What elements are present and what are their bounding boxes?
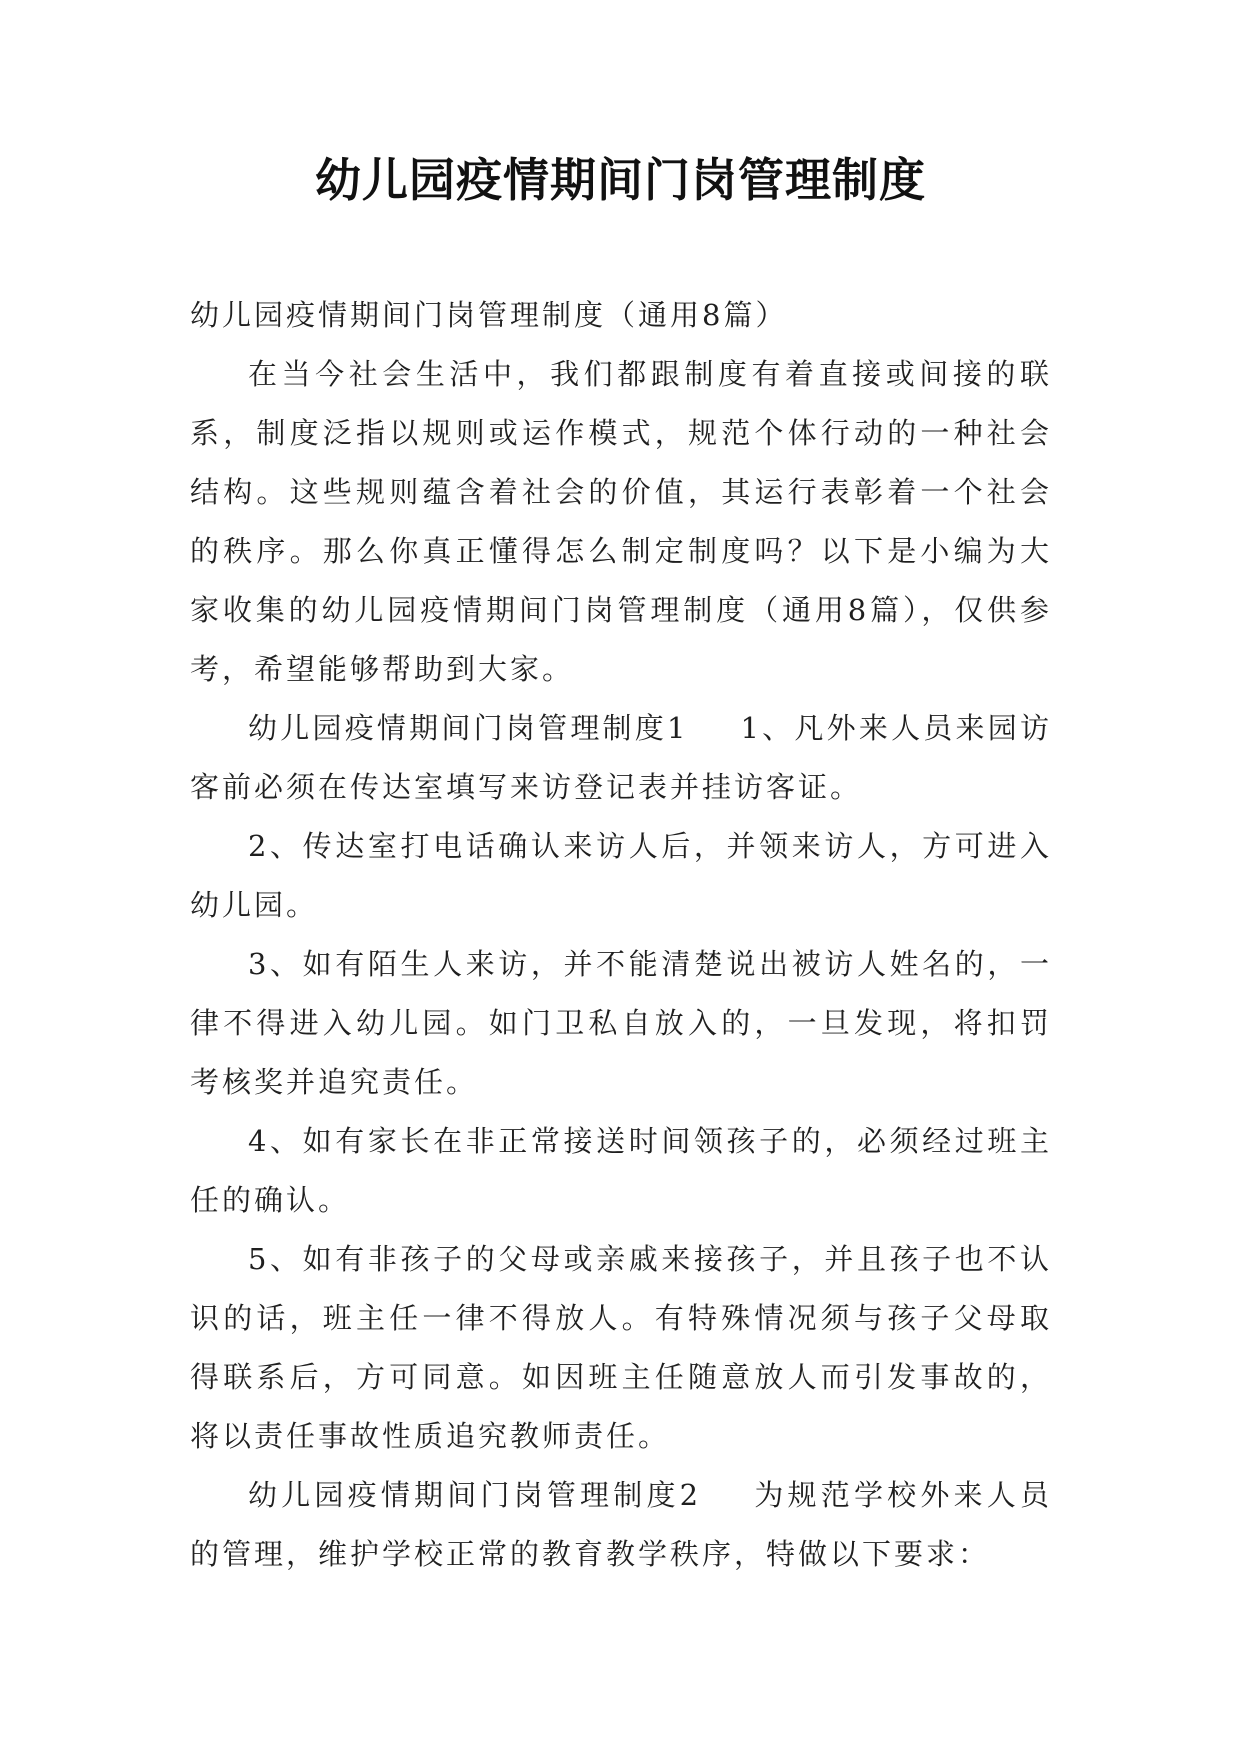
section1-heading: 幼儿园疫情期间门岗管理制度1: [248, 711, 689, 745]
section1-item5: 5、如有非孩子的父母或亲戚来接孩子，并且孩子也不认识的话，班主任一律不得放人。有特殊情况须与孩子父母取得联系后，方可同意。如因班主任随意放人而引发事故的，将以责任事故性质追究教师责任。: [190, 1242, 1052, 1453]
section1-item1: 1、凡外来人员来园访客前必须在传达室填写来访登记表并挂访客证。: [190, 711, 1053, 804]
document-body: [190, 286, 1052, 1584]
document-subtitle: 幼儿园疫情期间门岗管理制度（通用8篇）: [190, 298, 788, 332]
section1-paragraph: [190, 699, 1052, 817]
document-title: 幼儿园疫情期间门岗管理制度: [315, 153, 926, 207]
section2-paragraph: [190, 1466, 1052, 1584]
section2-text: 为规范学校外来人员的管理，维护学校正常的教育教学秩序，特做以下要求：: [190, 1478, 1052, 1571]
section1-item4: 4、如有家长在非正常接送时间领孩子的，必须经过班主任的确认。: [190, 1124, 1052, 1217]
section1-item2: 2、传达室打电话确认来访人后，并领来访人，方可进入幼儿园。: [190, 829, 1052, 922]
section1-item3: 3、如有陌生人来访，并不能清楚说出被访人姓名的，一律不得进入幼儿园。如门卫私自放入的，一旦发现，将扣罚考核奖并追究责任。: [190, 947, 1052, 1099]
intro-paragraph: 在当今社会生活中，我们都跟制度有着直接或间接的联系，制度泛指以规则或运作模式，规范个体行动的一种社会结构。这些规则蕴含着社会的价值，其运行表彰着一个社会的秩序。那么你真正懂得怎么制定制度吗？以下是小编为大家收集的幼儿园疫情期间门岗管理制度（通用8篇），仅供参考，希望能够帮助到大家。: [190, 357, 1052, 686]
section2-heading: 幼儿园疫情期间门岗管理制度2: [248, 1478, 702, 1512]
